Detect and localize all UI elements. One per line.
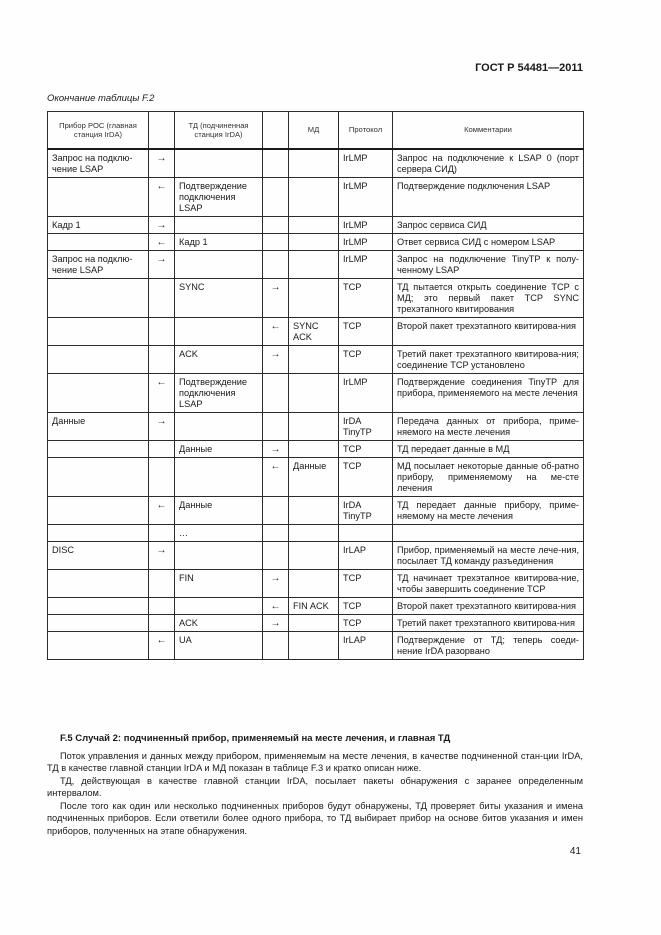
page-number: 41 (569, 846, 581, 857)
cell-md (289, 178, 339, 217)
cell-td: Подтверждение подключения LSAP (175, 374, 263, 413)
cell-poc-device (48, 458, 149, 497)
cell-comment: Подтверждение подключения LSAP (393, 178, 584, 217)
paragraph-2: ТД, действующая в качестве главной станции IrDA, посылает пакеты обнаружения с заранее определенным интервалом. (47, 776, 583, 799)
cell-td (175, 598, 263, 615)
cell-td (175, 458, 263, 497)
cell-md (289, 279, 339, 318)
cell-td: … (175, 525, 263, 542)
cell-md (289, 374, 339, 413)
cell-arrow-2: ← (263, 318, 289, 346)
cell-td: Данные (175, 497, 263, 525)
cell-td: Кадр 1 (175, 234, 263, 251)
table-row (48, 497, 584, 525)
table-row (48, 413, 584, 441)
cell-poc-device (48, 615, 149, 632)
cell-protocol: IrLMP (339, 251, 393, 279)
cell-comment (393, 525, 584, 542)
cell-arrow-1 (149, 279, 175, 318)
cell-md (289, 615, 339, 632)
cell-arrow-2 (263, 497, 289, 525)
cell-comment: ТД передает данные прибору, приме-няемому на месте лечения (393, 497, 584, 525)
cell-protocol: IrLAP (339, 542, 393, 570)
cell-comment: ТД передает данные в МД (393, 441, 584, 458)
cell-td (175, 217, 263, 234)
cell-arrow-1: → (149, 149, 175, 178)
cell-arrow-1 (149, 570, 175, 598)
cell-arrow-1: → (149, 542, 175, 570)
table-row (48, 458, 584, 497)
cell-protocol: TCP (339, 279, 393, 318)
cell-protocol: IrLAP (339, 632, 393, 660)
cell-td (175, 413, 263, 441)
cell-poc-device (48, 234, 149, 251)
cell-md (289, 542, 339, 570)
cell-poc-device (48, 598, 149, 615)
cell-td: UA (175, 632, 263, 660)
cell-arrow-2: → (263, 615, 289, 632)
table-caption: Окончание таблицы F.2 (47, 93, 155, 104)
cell-md: FIN ACK (289, 598, 339, 615)
cell-poc-device (48, 632, 149, 660)
cell-arrow-2 (263, 178, 289, 217)
cell-arrow-2 (263, 251, 289, 279)
cell-arrow-1 (149, 525, 175, 542)
cell-arrow-1 (149, 318, 175, 346)
cell-md (289, 251, 339, 279)
cell-arrow-1 (149, 458, 175, 497)
cell-poc-device (48, 178, 149, 217)
table-row (48, 318, 584, 346)
table-row (48, 149, 584, 178)
header-md: МД (289, 112, 339, 150)
table-row (48, 632, 584, 660)
cell-protocol: TCP (339, 570, 393, 598)
cell-poc-device: Данные (48, 413, 149, 441)
cell-td: FIN (175, 570, 263, 598)
cell-comment: Подтверждение от ТД; теперь соеди-нение IrDA разорвано (393, 632, 584, 660)
cell-arrow-1: → (149, 413, 175, 441)
cell-md (289, 149, 339, 178)
cell-protocol: TCP (339, 318, 393, 346)
header-protocol: Протокол (339, 112, 393, 150)
cell-poc-device: Кадр 1 (48, 217, 149, 234)
cell-arrow-1: ← (149, 374, 175, 413)
cell-protocol: IrLMP (339, 374, 393, 413)
cell-protocol: IrDA TinyTP (339, 497, 393, 525)
cell-arrow-1 (149, 598, 175, 615)
cell-arrow-2 (263, 542, 289, 570)
cell-arrow-2: → (263, 570, 289, 598)
cell-md (289, 632, 339, 660)
cell-arrow-1 (149, 615, 175, 632)
cell-poc-device: Запрос на подклю-чение LSAP (48, 149, 149, 178)
table-header-row (48, 112, 584, 150)
cell-arrow-2: ← (263, 598, 289, 615)
cell-comment: Запрос сервиса СИД (393, 217, 584, 234)
cell-protocol: TCP (339, 598, 393, 615)
cell-protocol: IrLMP (339, 234, 393, 251)
cell-td: ACK (175, 346, 263, 374)
cell-arrow-2 (263, 217, 289, 234)
cell-poc-device (48, 497, 149, 525)
cell-comment: Запрос на подключение к LSAP 0 (порт сервера СИД) (393, 149, 584, 178)
cell-arrow-2 (263, 632, 289, 660)
table-row (48, 279, 584, 318)
cell-poc-device (48, 570, 149, 598)
cell-td (175, 542, 263, 570)
header-arrow-2 (263, 112, 289, 150)
cell-comment: Третий пакет трехэтапного квитирова-ния (393, 615, 584, 632)
cell-comment: Запрос на подключение TinyTP к полу-ченному LSAP (393, 251, 584, 279)
table-row (48, 346, 584, 374)
cell-arrow-2: ← (263, 458, 289, 497)
cell-comment: Подтверждение соединения TinyTP для прибора, применяемого на месте лечения (393, 374, 584, 413)
cell-comment: ТД пытается открыть соединение TCP с МД; это первый пакет TCP SYNC трехэтапного квитирования (393, 279, 584, 318)
cell-arrow-1: → (149, 251, 175, 279)
cell-arrow-2 (263, 413, 289, 441)
paragraph-1: Поток управления и данных между прибором, применяемым на месте лечения, в качестве подчиненной стан-ции IrDA, ТД в качестве главной станции IrDA и МД показан в таблице F.3 и кратко описан ниже. (47, 751, 583, 774)
cell-poc-device (48, 374, 149, 413)
cell-md (289, 497, 339, 525)
table-row (48, 615, 584, 632)
cell-protocol: IrLMP (339, 149, 393, 178)
cell-arrow-2: → (263, 346, 289, 374)
cell-td: Подтверждение подключения LSAP (175, 178, 263, 217)
cell-poc-device (48, 318, 149, 346)
cell-arrow-2 (263, 374, 289, 413)
cell-comment: Второй пакет трехэтапного квитирова-ния (393, 318, 584, 346)
cell-poc-device (48, 346, 149, 374)
cell-arrow-1: ← (149, 178, 175, 217)
table-row (48, 251, 584, 279)
section-title: F.5 Случай 2: подчиненный прибор, применяемый на месте лечения, и главная ТД (60, 733, 451, 744)
cell-arrow-2 (263, 234, 289, 251)
cell-md (289, 570, 339, 598)
standard-code: ГОСТ Р 54481—2011 (475, 62, 583, 74)
cell-comment: Третий пакет трехэтапного квитирова-ния; соединение TCP установлено (393, 346, 584, 374)
cell-protocol: TCP (339, 615, 393, 632)
cell-arrow-2 (263, 149, 289, 178)
table-row (48, 374, 584, 413)
cell-td: ACK (175, 615, 263, 632)
table-row (48, 234, 584, 251)
cell-protocol: TCP (339, 346, 393, 374)
cell-md (289, 217, 339, 234)
header-comments: Комментарии (393, 112, 584, 150)
cell-poc-device (48, 441, 149, 458)
cell-poc-device: DISC (48, 542, 149, 570)
cell-md: Данные (289, 458, 339, 497)
cell-td (175, 251, 263, 279)
header-poc-device: Прибор POC (главная станция IrDA) (48, 112, 149, 150)
cell-md (289, 441, 339, 458)
cell-poc-device: Запрос на подклю-чение LSAP (48, 251, 149, 279)
table-row (48, 525, 584, 542)
cell-td: Данные (175, 441, 263, 458)
table-row (48, 178, 584, 217)
cell-arrow-2: → (263, 441, 289, 458)
cell-td (175, 149, 263, 178)
cell-comment: ТД начинает трехэтапное квитирова-ние, чтобы завершить соединение TCP (393, 570, 584, 598)
cell-protocol: IrDA TinyTP (339, 413, 393, 441)
paragraph-3: После того как один или несколько подчиненных приборов будут обнаружены, ТД проверяет биты указания и имена подчиненных приборов. Если ответили более одного прибора, то ТД выбирает прибор на основе битов указания и имен приборов, полученных на этапе обнаружения. (47, 801, 583, 836)
cell-arrow-1: → (149, 217, 175, 234)
cell-md: SYNC ACK (289, 318, 339, 346)
cell-arrow-1 (149, 441, 175, 458)
header-arrow-1 (149, 112, 175, 150)
cell-comment: Ответ сервиса СИД с номером LSAP (393, 234, 584, 251)
cell-arrow-2: → (263, 279, 289, 318)
table-row (48, 217, 584, 234)
cell-comment: Прибор, применяемый на месте лече-ния, посылает ТД команду разъединения (393, 542, 584, 570)
cell-md (289, 234, 339, 251)
cell-protocol: TCP (339, 458, 393, 497)
table-row (48, 570, 584, 598)
header-td: ТД (подчиненная станция IrDA) (175, 112, 263, 150)
table-row (48, 598, 584, 615)
cell-poc-device (48, 525, 149, 542)
cell-td (175, 318, 263, 346)
cell-comment: Второй пакет трехэтапного квитирова-ния (393, 598, 584, 615)
cell-arrow-1: ← (149, 497, 175, 525)
table-row (48, 542, 584, 570)
table-row (48, 441, 584, 458)
cell-comment: МД посылает некоторые данные об-ратно прибору, применяемому на ме-сте лечения (393, 458, 584, 497)
cell-protocol: TCP (339, 441, 393, 458)
cell-md (289, 346, 339, 374)
cell-md (289, 525, 339, 542)
cell-poc-device (48, 279, 149, 318)
cell-td: SYNC (175, 279, 263, 318)
cell-arrow-1 (149, 346, 175, 374)
cell-md (289, 413, 339, 441)
cell-arrow-2 (263, 525, 289, 542)
cell-protocol (339, 525, 393, 542)
cell-comment: Передача данных от прибора, приме-няемого на месте лечения (393, 413, 584, 441)
cell-arrow-1: ← (149, 632, 175, 660)
cell-arrow-1: ← (149, 234, 175, 251)
flow-table (47, 111, 584, 660)
cell-protocol: IrLMP (339, 178, 393, 217)
cell-protocol: IrLMP (339, 217, 393, 234)
